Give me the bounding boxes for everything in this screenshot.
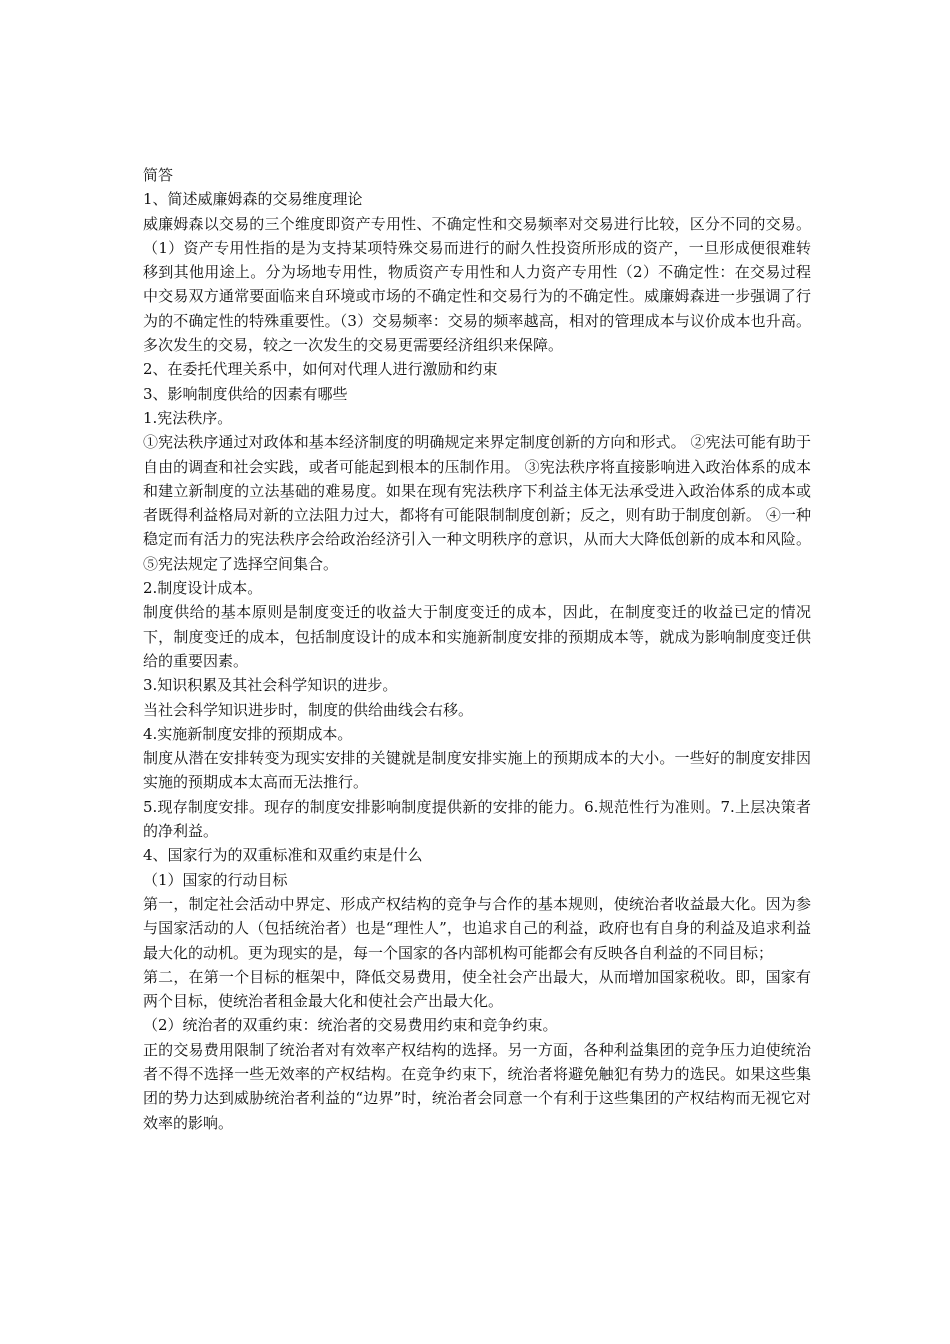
- constraints-text: 正的交易费用限制了统治者对有效率产权结构的选择。另一方面，各种利益集团的竞争压力迫使统治者不得不选择一些无效率的产权结构。在竞争约束下，统治者将避免触犯有势力的选民。如果这些集团的势力达到威胁统治者利益的“边界”时，统治者会同意一个有利于这些集团的产权结构而无视它对效率的影响。: [143, 1040, 811, 1132]
- answer-1-text: 威廉姆森以交易的三个维度即资产专用性、不确定性和交易频率对交易进行比较，区分不同的交易。（1）资产专用性指的是为支持某项特殊交易而进行的耐久性投资所形成的资产，一旦形成便很难转移到其他用途上。分为场地专用性，物质资产专用性和人力资产专用性（2）不确定性：在交易过程中交易双方通常要面临来自环境或市场的不确定性和交易行为的不确定性。威廉姆森进一步强调了行为的不确定性的特殊重要性。（3）交易频率：交易的频率越高，相对的管理成本与议价成本也升高。多次发生的交易，较之一次发生的交易更需要经济组织来保障。: [143, 214, 811, 355]
- factors-5-7-text: 5.现存制度安排。现存的制度安排影响制度提供新的安排的能力。6.规范性行为准则。7.上层决策者的净利益。: [143, 797, 811, 841]
- section-2-heading: （2）统治者的双重约束：统治者的交易费用约束和竞争约束。: [143, 1016, 558, 1035]
- document-page: [143, 163, 811, 1135]
- factor-1-heading: 1.宪法秩序。: [143, 408, 233, 427]
- section-1-heading: （1）国家的行动目标: [143, 870, 288, 889]
- factor-1-text: ①宪法秩序通过对政体和基本经济制度的明确规定来界定制度创新的方向和形式。 ②宪法可能有助于自由的调查和社会实践，或者可能起到根本的压制作用。 ③宪法秩序将直接影响进入政治体系的成本和建立新制度的立法基础的难易度。如果在现有宪法秩序下利益主体无法承受进入政治体系的成本或者既得利益格局对新的立法阻力过大，都将有可能限制制度创新；反之，则有助于制度创新。 ④一种稳定而有活力的宪法秩序会给政治经济引入一种文明秩序的意识，从而大大降低创新的成本和风险。⑤宪法规定了选择空间集合。: [143, 433, 811, 573]
- document-heading: 简答: [143, 166, 174, 184]
- factor-4-text: 制度从潜在安排转变为现实安排的关键就是制度安排实施上的预期成本的大小。一些好的制度安排因实施的预期成本太高而无法推行。: [143, 749, 811, 792]
- question-3-title: 3、影响制度供给的因素有哪些: [143, 384, 348, 403]
- factor-3-heading: 3.知识积累及其社会科学知识的进步。: [143, 676, 398, 695]
- goal-2-text: 第二，在第一个目标的框架中，降低交易费用，使全社会产出最大，从而增加国家税收。即，国家有两个目标，使统治者租金最大化和使社会产出最大化。: [143, 967, 811, 1011]
- question-2-title: 2、在委托代理关系中，如何对代理人进行激励和约束: [143, 360, 498, 379]
- factor-2-text: 制度供给的基本原则是制度变迁的收益大于制度变迁的成本，因此，在制度变迁的收益已定的情况下，制度变迁的成本，包括制度设计的成本和实施新制度安排的预期成本等，就成为影响制度变迁供给的重要因素。: [143, 603, 811, 670]
- factor-4-heading: 4.实施新制度安排的预期成本。: [143, 724, 353, 743]
- goal-1-text: 第一，制定社会活动中界定、形成产权结构的竞争与合作的基本规则，使统治者收益最大化。因为参与国家活动的人（包括统治者）也是“理性人”，也追求自己的利益，政府也有自身的利益及追求利益最大化的动机。更为现实的是，每一个国家的各内部机构可能都会有反映各自利益的不同目标；: [143, 894, 811, 962]
- question-1-title: 1、简述威廉姆森的交易维度理论: [143, 190, 363, 209]
- factor-3-text: 当社会科学知识进步时，制度的供给曲线会右移。: [143, 700, 474, 719]
- factor-2-heading: 2.制度设计成本。: [143, 579, 263, 598]
- question-4-title: 4、国家行为的双重标准和双重约束是什么: [143, 846, 423, 865]
